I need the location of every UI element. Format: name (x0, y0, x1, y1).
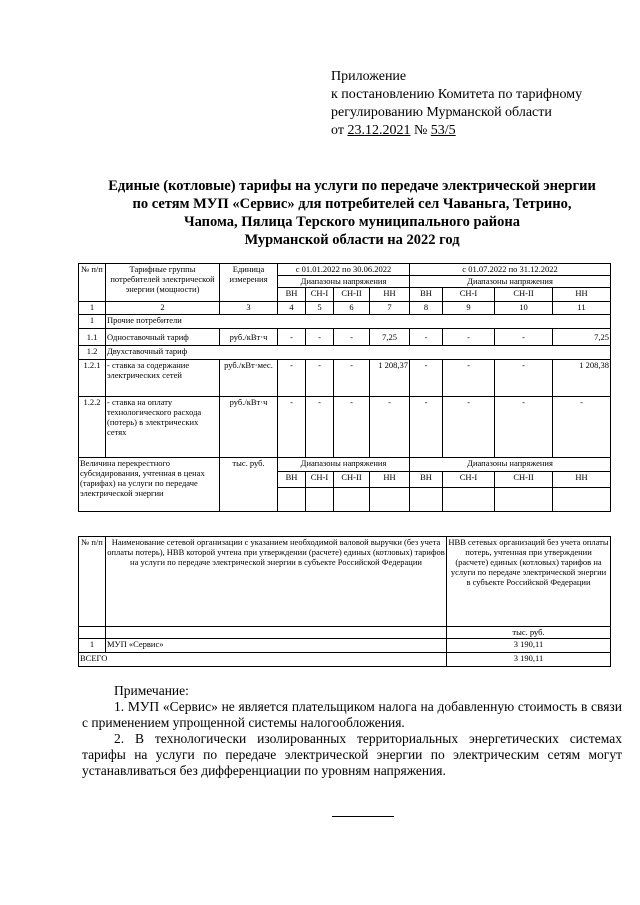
row-no: 1.2.2 (79, 397, 106, 458)
tariff-value: 1 208,37 (370, 360, 410, 397)
column-number-row (79, 302, 611, 315)
nvv-header-no: № п/п (79, 537, 106, 627)
row-name: - ставка за содержание электрических сетей (106, 360, 220, 397)
nvv-header-name: Наименование сетевой организации с указанием необходимой валовой выручки (без учета оплаты потерь), НВВ которой учтена при утверждении (расчете) единых (котловых) тарифов на услуги по передаче электрической энергии в субъекте Российской Федерации (106, 537, 447, 627)
row-name: - ставка на оплату технологического расхода (потерь) в электрических сетях (106, 397, 220, 458)
row-name: Прочие потребители (106, 315, 611, 329)
note-item-1: 1. МУП «Сервис» не является плательщиком налога на добавленную стоимость в связи с применением упрощенной системы налогообложения. (82, 699, 622, 730)
empty-cell (278, 488, 306, 512)
note-item-2: 2. В технологически изолированных территориальных энергетических системах тарифы на услуги по передаче электрической энергии по электрическим сетям могут устанавливаться без дифференциации по уровням напряжения. (82, 731, 622, 778)
total-label: ВСЕГО (79, 653, 447, 667)
level-sn2: СН-II (334, 288, 370, 302)
header-unit: Единица измерения (220, 264, 278, 302)
row-no: 1.2.1 (79, 360, 106, 397)
level-vn: ВН (410, 288, 443, 302)
cross-ranges-2: Диапазоны напряжения (410, 458, 611, 472)
row-no: 1.2 (79, 346, 106, 360)
col-number: 1 (79, 302, 106, 315)
tariff-value: - (306, 397, 334, 458)
level-sn2: СН-II (334, 472, 370, 488)
total-row (79, 653, 611, 667)
level-nn: НН (370, 472, 410, 488)
empty-cell (370, 488, 410, 512)
header-no: № п/п (79, 264, 106, 302)
col-number: 5 (306, 302, 334, 315)
row-no: 1 (79, 639, 106, 653)
col-number: 9 (443, 302, 495, 315)
col-number: 6 (334, 302, 370, 315)
empty-cell (106, 627, 447, 639)
note-block (82, 683, 622, 779)
resolution-date: 23.12.2021 (347, 123, 411, 138)
title-line-4: Мурманской области на 2022 год (244, 232, 460, 248)
header-period-1: с 01.01.2022 по 30.06.2022 (278, 264, 410, 276)
nvv-table (78, 536, 611, 667)
level-vn: ВН (410, 472, 443, 488)
tariff-value: - (443, 397, 495, 458)
tariff-value: - (278, 360, 306, 397)
row-unit: руб./кВт·ч (220, 329, 278, 346)
appendix-date-line (331, 122, 631, 140)
tariff-value: 7,25 (553, 329, 611, 346)
header-tariff-group: Тарифные группы потребителей электрической энергии (мощности) (106, 264, 220, 302)
resolution-number: 53/5 (430, 123, 456, 138)
title-line-3: Чапома, Пялица Терского муниципального района (183, 214, 521, 230)
empty-cell (334, 488, 370, 512)
empty-cell (443, 488, 495, 512)
col-number: 10 (495, 302, 553, 315)
col-number: 2 (106, 302, 220, 315)
tariff-value: - (495, 360, 553, 397)
document-title (78, 177, 626, 249)
tariff-value: - (334, 397, 370, 458)
cross-subsidy-row (79, 458, 611, 472)
col-number: 11 (553, 302, 611, 315)
tariff-value: - (553, 397, 611, 458)
title-line-1: Единые (котловые) тарифы на услуги по передаче электрической энергии (108, 178, 596, 194)
tariff-value: - (334, 329, 370, 346)
table-row (79, 315, 611, 329)
header-ranges-1: Диапазоны напряжения (278, 276, 410, 288)
row-no: 1 (79, 315, 106, 329)
row-name: Двухставочный тариф (106, 346, 611, 360)
tariff-value: - (306, 329, 334, 346)
total-value: 3 190,11 (447, 653, 611, 667)
level-nn: НН (553, 288, 611, 302)
empty-cell (495, 488, 553, 512)
level-vn: ВН (278, 472, 306, 488)
level-sn1: СН-I (306, 288, 334, 302)
tariff-value: - (306, 360, 334, 397)
row-name: МУП «Сервис» (106, 639, 447, 653)
tariff-value: - (278, 397, 306, 458)
col-number: 7 (370, 302, 410, 315)
table-row (79, 397, 611, 458)
row-no: 1.1 (79, 329, 106, 346)
level-sn1: СН-I (306, 472, 334, 488)
header-ranges-2: Диапазоны напряжения (410, 276, 611, 288)
appendix-line-3: регулированию Мурманской области (331, 105, 552, 120)
table-row (79, 329, 611, 346)
tariff-value: - (370, 397, 410, 458)
table-row (79, 360, 611, 397)
nvv-unit: тыс. руб. (447, 627, 611, 639)
level-sn1: СН-I (443, 472, 495, 488)
empty-cell (79, 627, 106, 639)
level-vn: ВН (278, 288, 306, 302)
col-number: 8 (410, 302, 443, 315)
appendix-line-2: к постановлению Комитета по тарифному (331, 87, 583, 102)
level-sn1: СН-I (443, 288, 495, 302)
tariff-value: 7,25 (370, 329, 410, 346)
note-heading: Примечание: (114, 683, 189, 698)
end-divider (332, 816, 394, 817)
row-name: Одноставочный тариф (106, 329, 220, 346)
level-sn2: СН-II (495, 472, 553, 488)
appendix-block (331, 68, 631, 140)
level-sn2: СН-II (495, 288, 553, 302)
tariff-value: - (334, 360, 370, 397)
nvv-header-value: НВВ сетевых организаций без учета оплаты потерь, учтенная при утверждении (расчете) единых (котловых) тарифов на услуги по передаче электрической энергии в субъекте Российской Федерации (447, 537, 611, 627)
title-line-2: по сетям МУП «Сервис» для потребителей сел Чаваньга, Тетрино, (132, 196, 572, 212)
empty-cell (553, 488, 611, 512)
tariff-value: - (410, 360, 443, 397)
tariff-value: - (495, 329, 553, 346)
cross-ranges-1: Диапазоны напряжения (278, 458, 410, 472)
row-unit: руб./кВт·ч (220, 397, 278, 458)
col-number: 3 (220, 302, 278, 315)
level-nn: НН (553, 472, 611, 488)
table-row (79, 639, 611, 653)
appendix-title: Приложение (331, 69, 407, 84)
tariff-value: - (410, 329, 443, 346)
tariff-value: - (278, 329, 306, 346)
tariff-value: - (495, 397, 553, 458)
nvv-value: 3 190,11 (447, 639, 611, 653)
tariff-value: - (443, 360, 495, 397)
level-nn: НН (370, 288, 410, 302)
cross-subsidy-unit: тыс. руб. (220, 458, 278, 512)
empty-cell (410, 488, 443, 512)
table-row (79, 346, 611, 360)
row-unit: руб./кВт·мес. (220, 360, 278, 397)
tariff-table (78, 263, 611, 512)
header-period-2: с 01.07.2022 по 31.12.2022 (410, 264, 611, 276)
tariff-value: 1 208,38 (553, 360, 611, 397)
cross-subsidy-label: Величина перекрестного субсидирования, учтенная в ценах (тарифах) на услуги по передаче электрической энергии (79, 458, 220, 512)
number-sign: № (410, 123, 431, 138)
col-number: 4 (278, 302, 306, 315)
empty-cell (306, 488, 334, 512)
tariff-value: - (410, 397, 443, 458)
tariff-value: - (443, 329, 495, 346)
date-prefix: от (331, 123, 348, 138)
